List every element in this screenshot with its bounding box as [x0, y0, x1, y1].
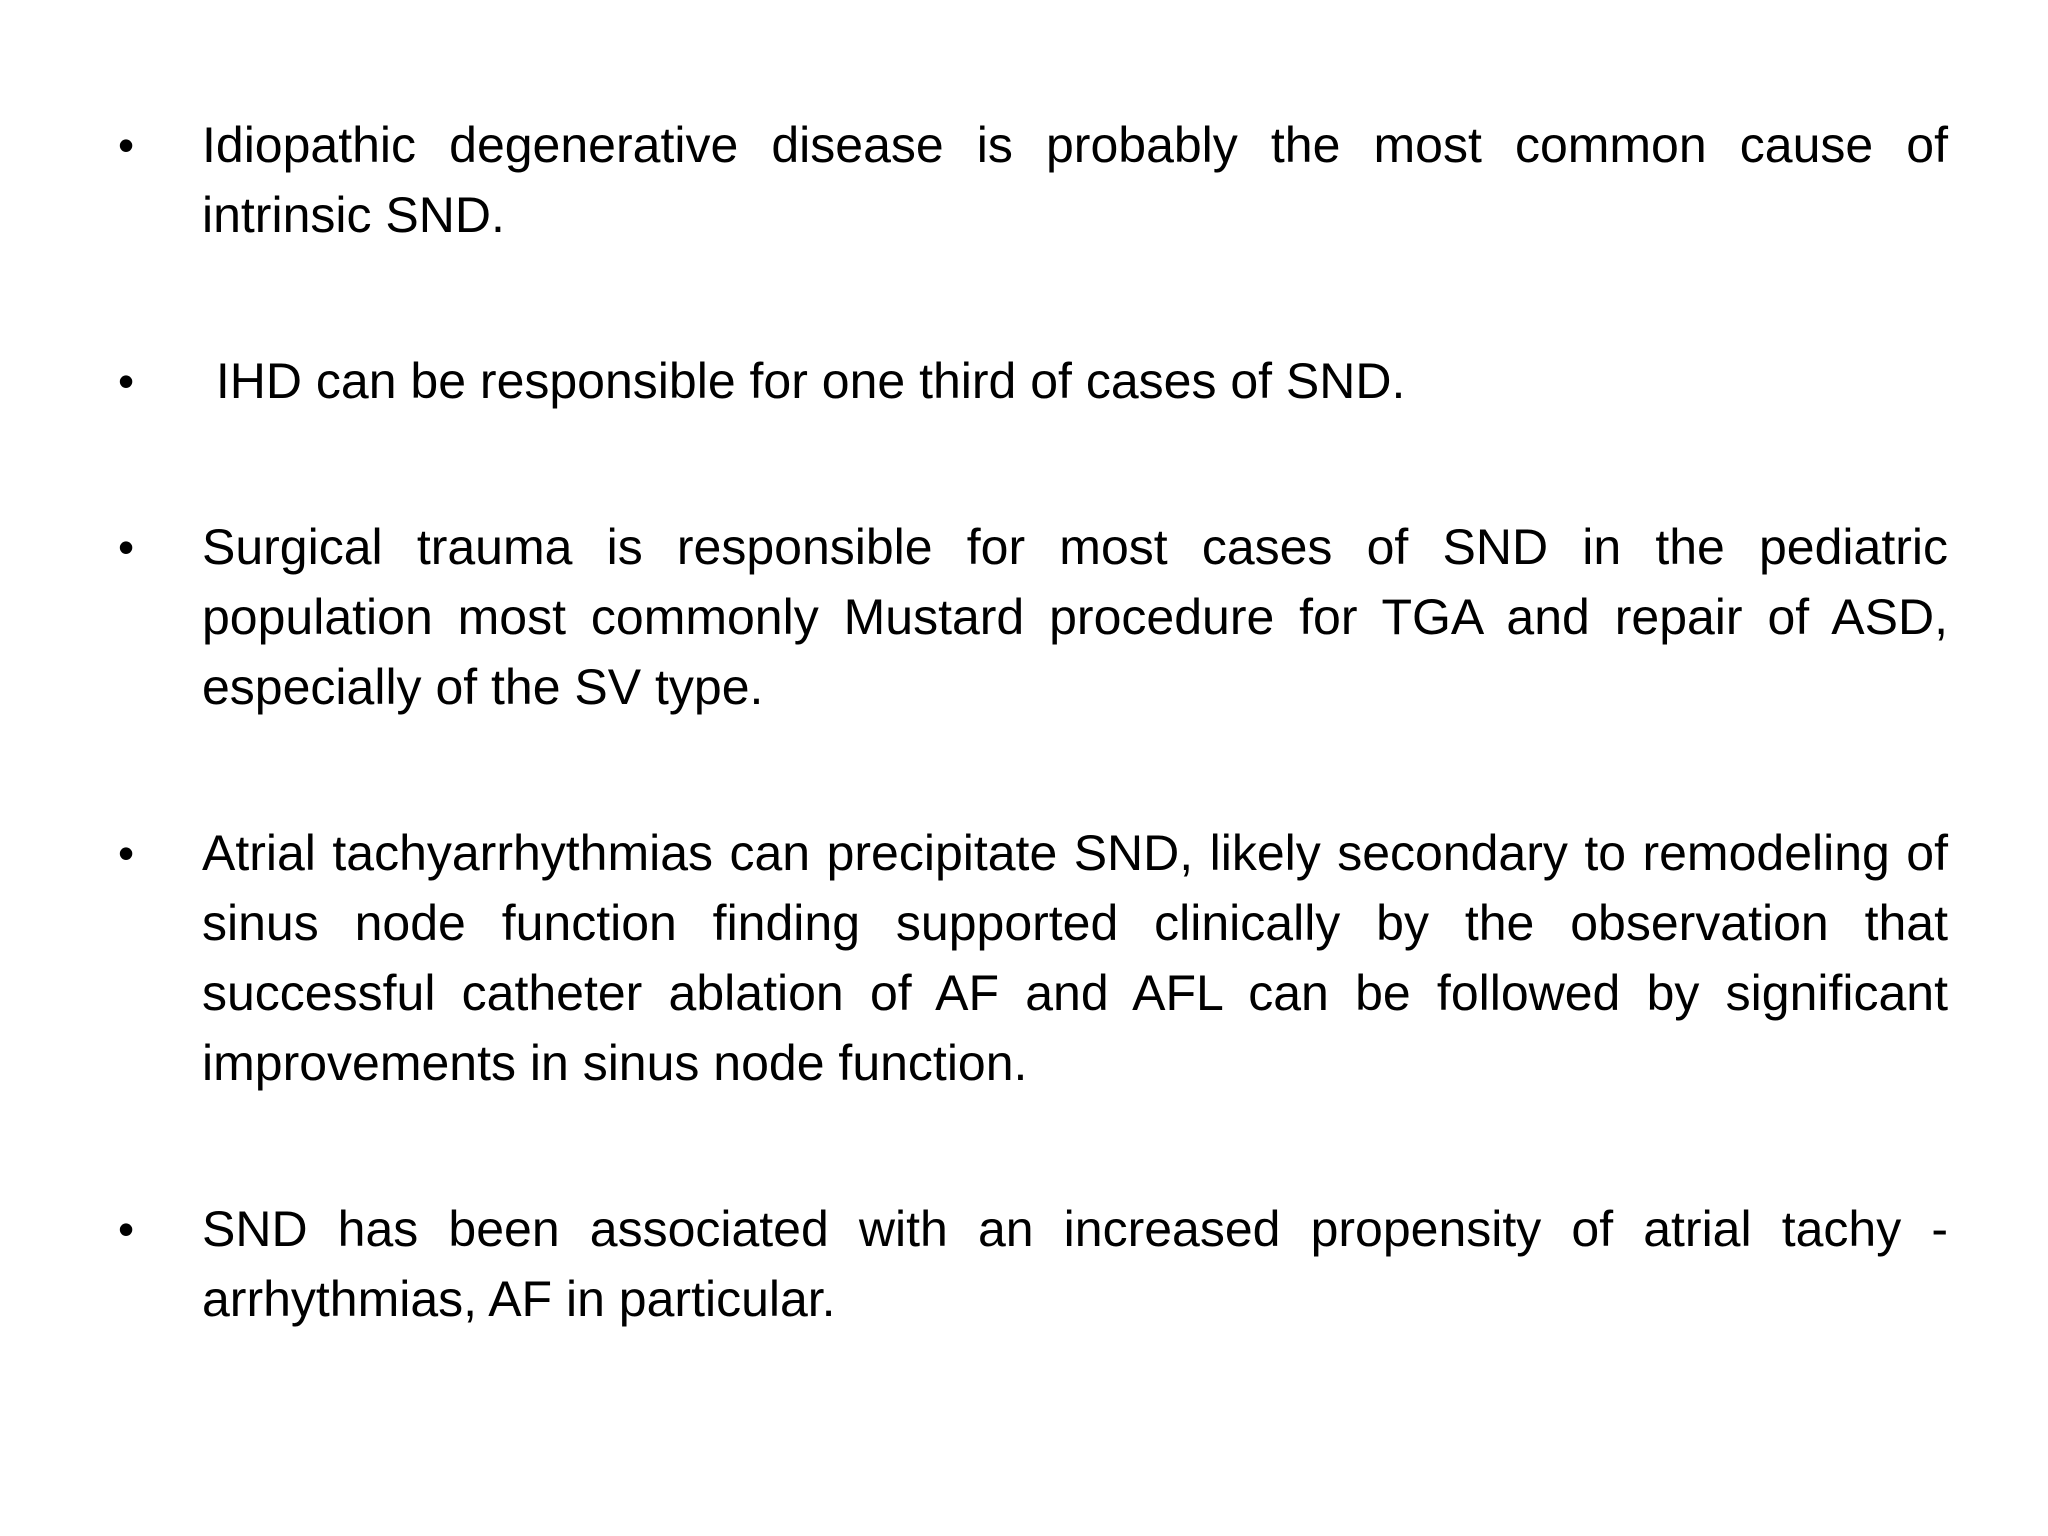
- bullet-icon: •: [118, 355, 135, 407]
- bullet-item: [118, 110, 1948, 250]
- bullet-icon: •: [118, 1203, 135, 1255]
- bullet-item: [118, 346, 1948, 416]
- bullet-icon: •: [118, 521, 135, 573]
- bullet-text: SND has been associated with an increased propensity of atrial tachy - arrhythmias, AF in particular.: [202, 1201, 1948, 1327]
- bullet-icon: •: [118, 119, 135, 171]
- bullet-list: [118, 110, 1948, 1334]
- bullet-text: Surgical trauma is responsible for most cases of SND in the pediatric population most commonly Mustard procedure for TGA and repair of ASD, especially of the SV type.: [202, 519, 1948, 715]
- bullet-text: IHD can be responsible for one third of cases of SND.: [202, 353, 1406, 409]
- bullet-item: [118, 1194, 1948, 1334]
- bullet-item: [118, 818, 1948, 1098]
- bullet-text: Atrial tachyarrhythmias can precipitate SND, likely secondary to remodeling of sinus node function finding supported clinically by the observation that successful catheter ablation of AF and AFL can be followed by significant improvements in sinus node function.: [202, 825, 1948, 1091]
- bullet-text: Idiopathic degenerative disease is probably the most common cause of intrinsic SND.: [202, 117, 1948, 243]
- bullet-icon: •: [118, 827, 135, 879]
- bullet-item: [118, 512, 1948, 722]
